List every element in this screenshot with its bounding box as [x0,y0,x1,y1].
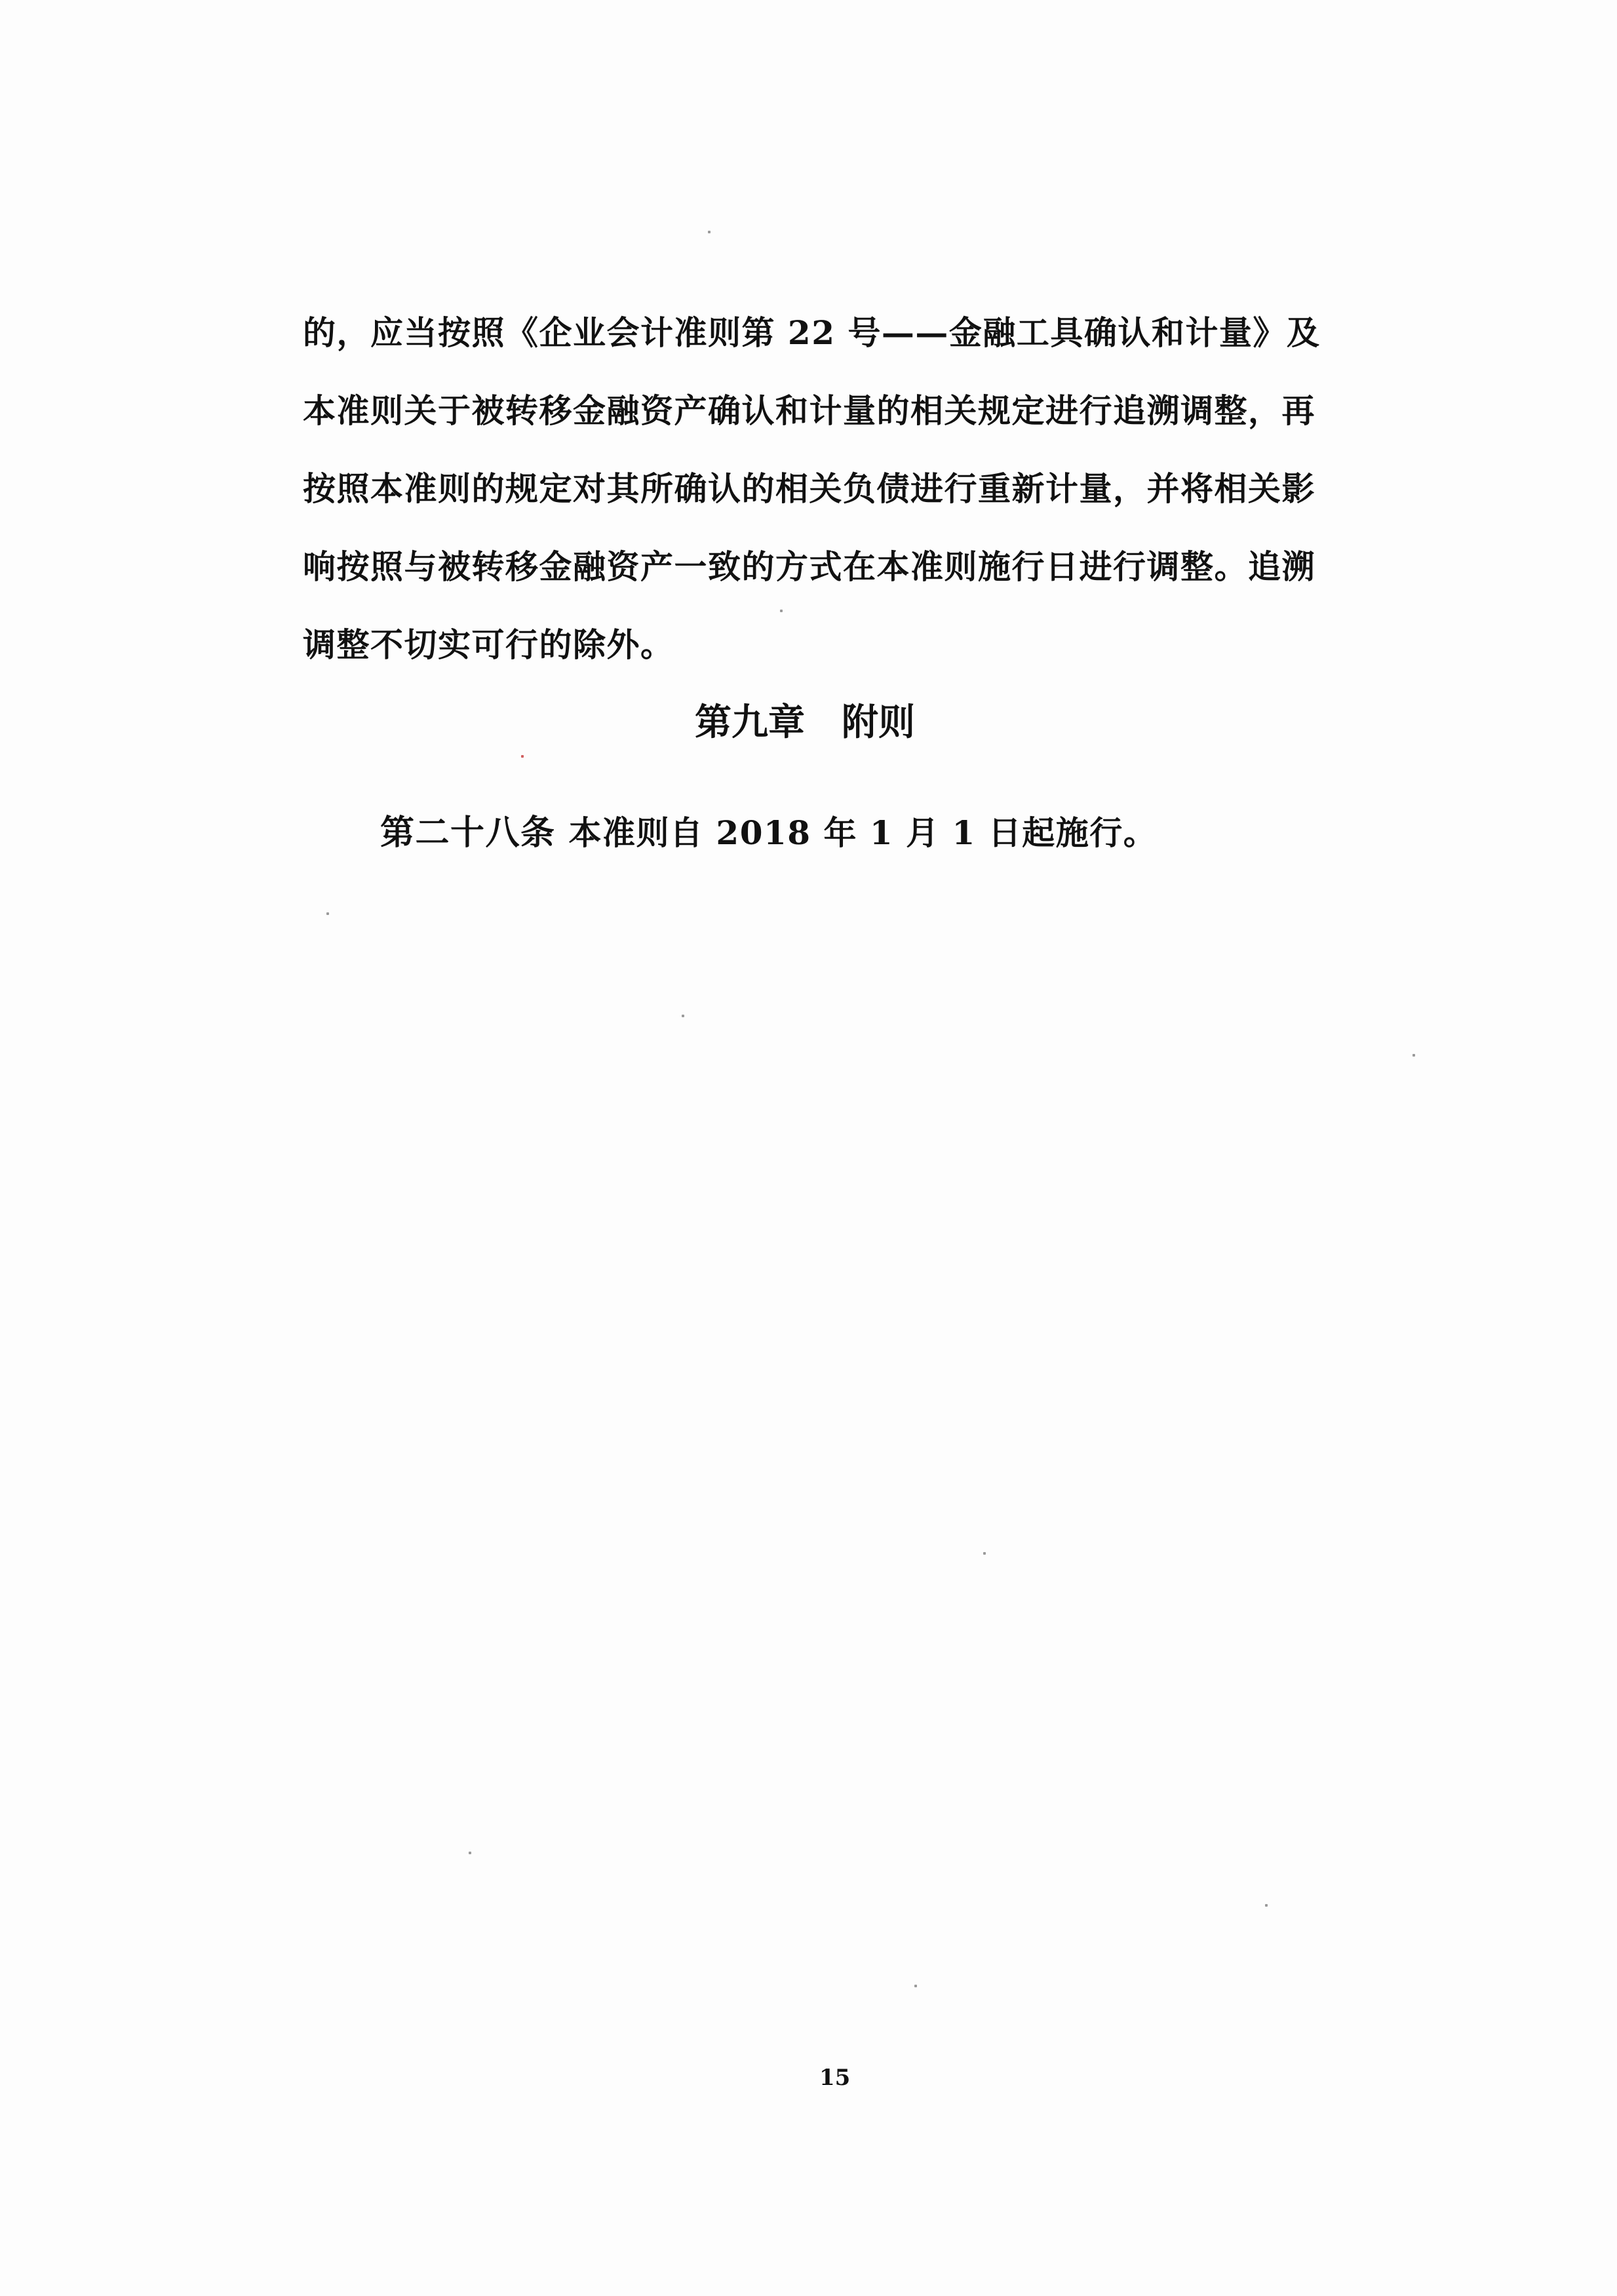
scan-speck [521,755,524,758]
scan-speck [708,231,711,233]
article-label: 第二十八条 [380,813,556,853]
scan-speck [469,1852,471,1854]
paragraph-line: 按照本准则的规定对其所确认的相关负债进行重新计量，并将相关影 [303,469,1315,508]
article-28 [380,805,1157,854]
scan-speck [326,912,329,915]
chapter-title: 第九章 附则 [695,701,915,744]
body-paragraph [303,294,1338,684]
paragraph-line: 本准则关于被转移金融资产确认和计量的相关规定进行追溯调整，再 [303,391,1315,430]
scan-speck [1412,1054,1415,1057]
paragraph-line: 响按照与被转移金融资产一致的方式在本准则施行日进行调整。追溯 [303,547,1315,586]
scan-speck [914,1985,917,1987]
article-text: 本准则自 2018 年 1 月 1 日起施行。 [568,813,1158,852]
scan-speck [682,1015,684,1017]
paragraph-line: 的，应当按照《企业会计准则第 22 号——金融工具确认和计量》及 [303,313,1321,352]
scan-speck [1265,1904,1268,1907]
scan-speck [780,610,783,612]
paragraph-line: 调整不切实可行的除外。 [303,625,674,664]
scan-speck [983,1552,986,1555]
page-number: 15 [819,2065,851,2091]
